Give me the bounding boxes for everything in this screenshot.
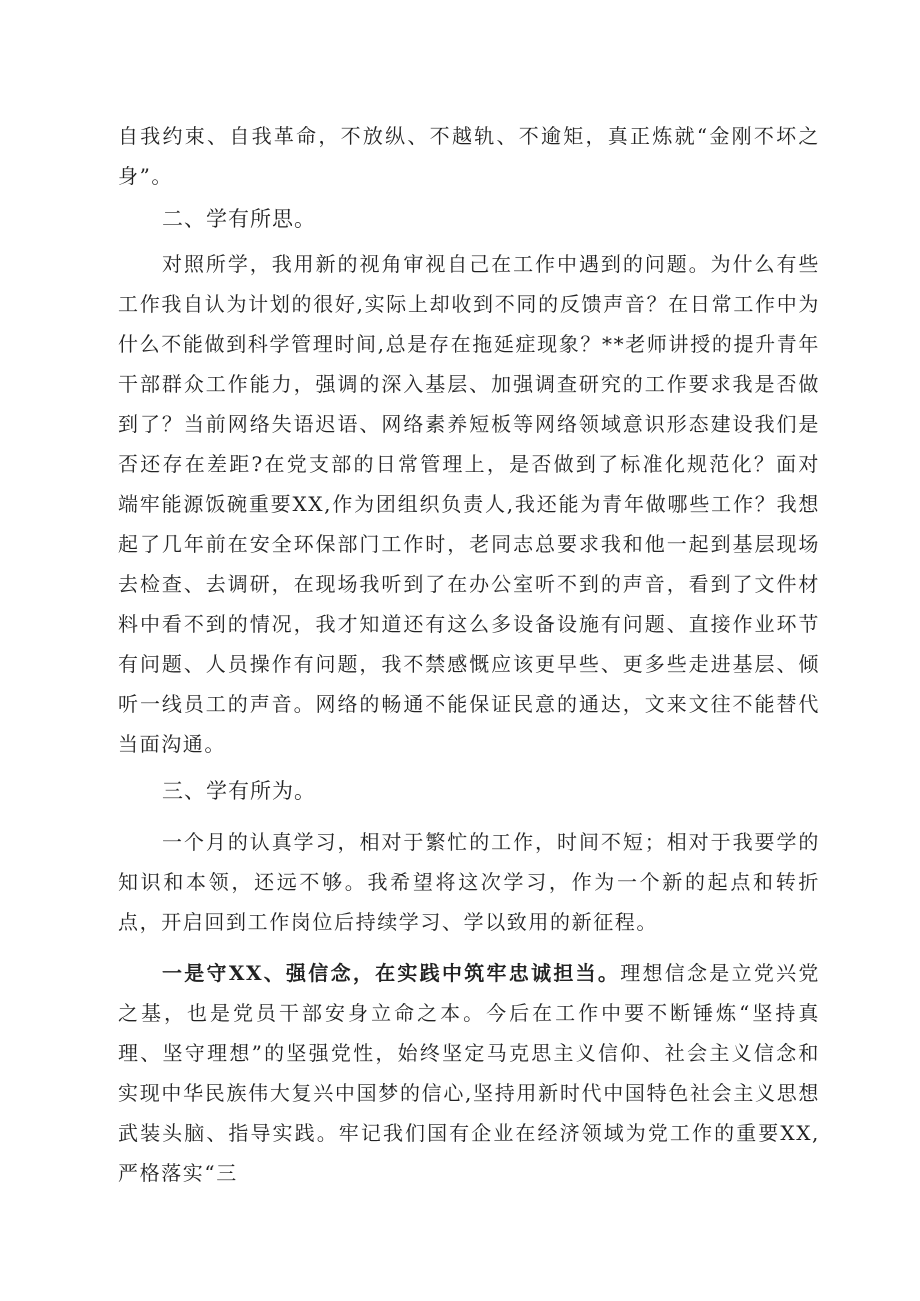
section-2-paragraph: 对照所学，我用新的视角审视自己在工作中遇到的问题。为什么有些工作我自认为计划的很好,实际上却收到不同的反馈声音？在日常工作中为什么不能做到科学管理时间,总是存在拖延症现象？**老师讲授的提升青年干部群众工作能力，强调的深入基层、加强调查研究的工作要求我是否做到了？当前网络失语迟语、网络素养短板等网络领域意识形态建设我们是否还存在差距?在党支部的日常管理上，是否做到了标准化规范化？面对端牢能源饭碗重要XX,作为团组织负责人,我还能为青年做哪些工作？我想起了几年前在安全环保部门工作时，老同志总要求我和他一起到基层现场去检查、去调研，在现场我听到了在办公室听不到的声音，看到了文件材料中看不到的情况，我才知道还有这么多设备设施有问题、直接作业环节有问题、人员操作有问题，我不禁感慨应该更早些、更多些走进基层、倾听一线员工的声音。网络的畅通不能保证民意的通达，文来文往不能替代当面沟通。 bbox=[118, 252, 820, 756]
section-3-paragraph-1: 一个月的认真学习，相对于繁忙的工作，时间不短；相对于我要学的知识和本领，还远不够。我希望将这次学习，作为一个新的起点和转折点，开启回到工作岗位后持续学习、学以致用的新征程。 bbox=[118, 830, 820, 934]
paragraph-body: 理想信念是立党兴党之基，也是党员干部安身立命之本。今后在工作中要不断锤炼“坚持真理、坚守理想”的坚强党性，始终坚定马克思主义信仰、社会主义信念和实现中华民族伟大复兴中国梦的信心,坚持用新时代中国特色社会主义思想武装头脑、指导实践。牢记我们国有企业在经济领域为党工作的重要XX,严格落实“三 bbox=[118, 961, 821, 1185]
paragraph-lead-bold: 一是守XX、强信念，在实践中筑牢忠诚担当。 bbox=[162, 961, 621, 985]
section-3-heading: 三、学有所为。 bbox=[162, 779, 316, 803]
section-2-heading: 二、学有所思。 bbox=[162, 207, 316, 231]
continued-paragraph: 自我约束、自我革命，不放纵、不越轨、不逾矩，真正炼就“金刚不坏之身”。 bbox=[118, 124, 820, 188]
section-3-paragraph-2 bbox=[118, 953, 820, 1193]
